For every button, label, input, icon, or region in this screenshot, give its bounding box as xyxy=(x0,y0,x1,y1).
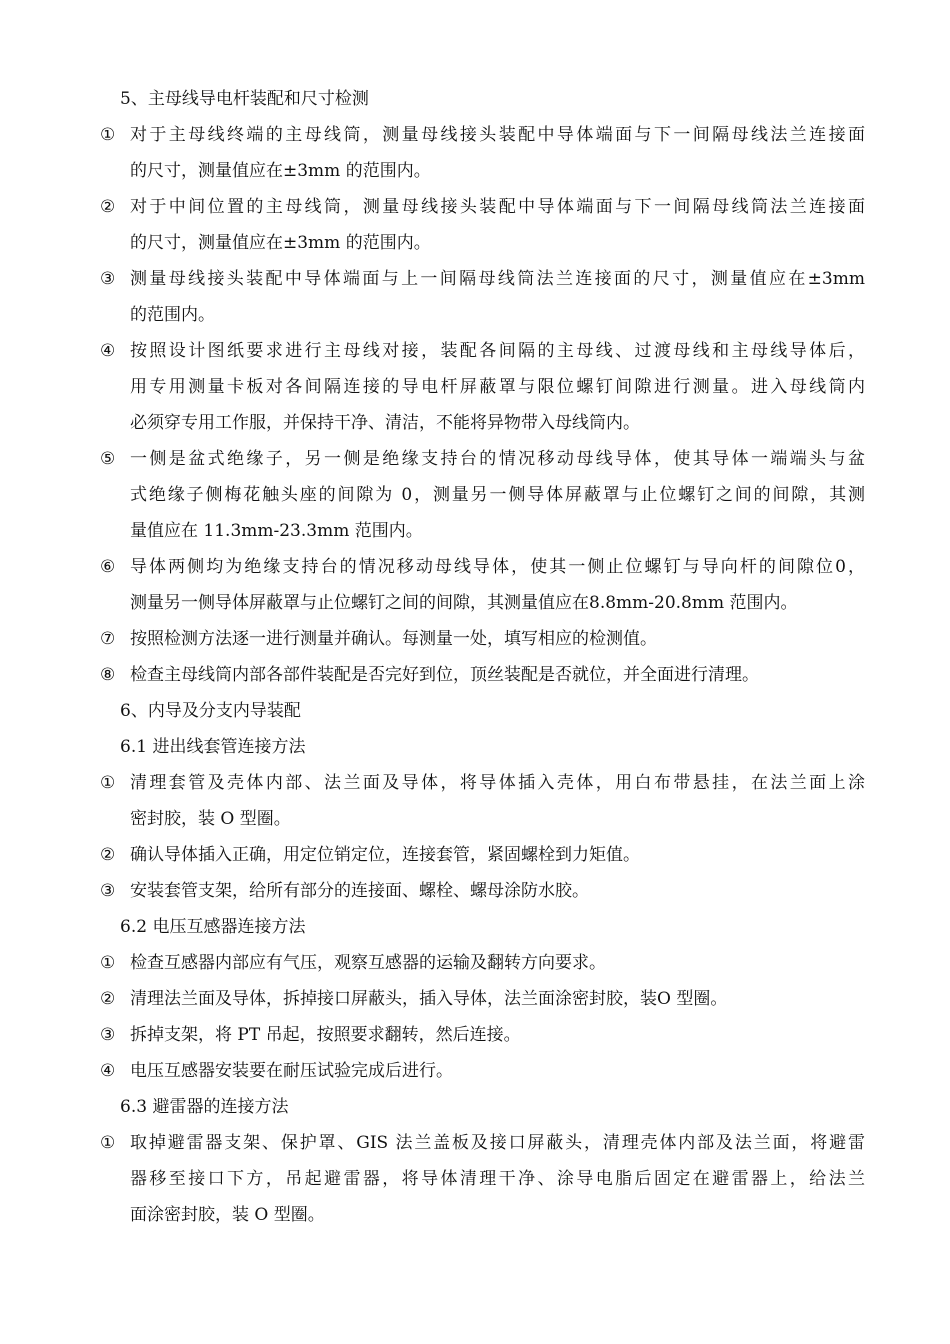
list-item-number: ③ xyxy=(100,881,116,901)
list-item-number: ③ xyxy=(100,269,116,289)
list-item-text-line: 测量另一侧导体屏蔽罩与止位螺钉之间的间隙，其测量值应在8.8mm-20.8mm 范围内。 xyxy=(130,593,798,613)
section-heading: 6.2 电压互感器连接方法 xyxy=(120,917,306,937)
list-item-number: ⑧ xyxy=(100,665,116,685)
list-item-text-line: 用专用测量卡板对各间隔连接的导电杆屏蔽罩与限位螺钉间隙进行测量。进入母线筒内 xyxy=(130,377,865,397)
list-item-text-line: 按照设计图纸要求进行主母线对接，装配各间隔的主母线、过渡母线和主母线导体后， xyxy=(130,341,865,361)
list-item-text-line: 按照检测方法逐一进行测量并确认。每测量一处，填写相应的检测值。 xyxy=(130,629,657,649)
list-item-text-line: 量值应在 11.3mm-23.3mm 范围内。 xyxy=(130,521,423,541)
list-item xyxy=(100,772,865,844)
list-item-text-line: 测量母线接头装配中导体端面与上一间隔母线筒法兰连接面的尺寸，测量值应在±3mm xyxy=(130,269,865,289)
list-item-text-line: 对于主母线终端的主母线筒，测量母线接头装配中导体端面与下一间隔母线法兰连接面 xyxy=(130,125,865,145)
list-item-number: ② xyxy=(100,845,116,865)
list-item xyxy=(100,1060,865,1096)
list-item-text-line: 取掉避雷器支架、保护罩、GIS 法兰盖板及接口屏蔽头，清理壳体内部及法兰面，将避雷 xyxy=(130,1133,865,1153)
list-item-text-line: 密封胶，装 O 型圈。 xyxy=(130,809,291,829)
list-item-text-line: 安装套管支架，给所有部分的连接面、螺栓、螺母涂防水胶。 xyxy=(130,881,589,901)
list-item-text-line: 的尺寸，测量值应在±3mm 的范围内。 xyxy=(130,233,431,253)
list-item-text-line: 一侧是盆式绝缘子，另一侧是绝缘支持台的情况移动母线导体，使其导体一端端头与盆 xyxy=(130,449,865,469)
list-item-number: ① xyxy=(100,773,116,793)
list-item-number: ① xyxy=(100,953,116,973)
list-item-text-line: 检查主母线筒内部各部件装配是否完好到位，顶丝装配是否就位，并全面进行清理。 xyxy=(130,665,759,685)
list-item-text-line: 拆掉支架，将 PT 吊起，按照要求翻转，然后连接。 xyxy=(130,1025,521,1045)
list-item-number: ④ xyxy=(100,1061,116,1081)
list-item xyxy=(100,1132,865,1240)
list-item-text-line: 导体两侧均为绝缘支持台的情况移动母线导体，使其一侧止位螺钉与导向杆的间隙位0， xyxy=(130,557,865,577)
list-item-number: ④ xyxy=(100,341,116,361)
list-item-number: ① xyxy=(100,1133,116,1153)
list-item-text-line: 面涂密封胶，装 O 型圈。 xyxy=(130,1205,325,1225)
list-item-number: ⑦ xyxy=(100,629,116,649)
document-body xyxy=(100,88,865,1240)
list-item-number: ① xyxy=(100,125,116,145)
section-heading: 6、内导及分支内导装配 xyxy=(120,701,301,721)
list-item xyxy=(100,1024,865,1060)
list-item xyxy=(100,124,865,196)
list-item xyxy=(100,268,865,340)
section-heading: 5、主母线导电杆装配和尺寸检测 xyxy=(120,89,369,109)
list-item-number: ⑥ xyxy=(100,557,116,577)
list-item xyxy=(100,340,865,448)
list-item-number: ② xyxy=(100,197,116,217)
list-item xyxy=(100,196,865,268)
list-item xyxy=(100,628,865,664)
list-item xyxy=(100,988,865,1024)
list-item xyxy=(100,664,865,700)
list-item-number: ⑤ xyxy=(100,449,116,469)
list-item-text-line: 对于中间位置的主母线筒，测量母线接头装配中导体端面与下一间隔母线筒法兰连接面 xyxy=(130,197,865,217)
list-item xyxy=(100,448,865,556)
list-item-number: ③ xyxy=(100,1025,116,1045)
list-item-text-line: 的尺寸，测量值应在±3mm 的范围内。 xyxy=(130,161,431,181)
list-item-text-line: 检查互感器内部应有气压，观察互感器的运输及翻转方向要求。 xyxy=(130,953,606,973)
list-item xyxy=(100,556,865,628)
list-item-text-line: 必须穿专用工作服，并保持干净、清洁，不能将异物带入母线筒内。 xyxy=(130,413,640,433)
list-item-number: ② xyxy=(100,989,116,1009)
list-item xyxy=(100,844,865,880)
list-item xyxy=(100,880,865,916)
list-item-text-line: 的范围内。 xyxy=(130,305,215,325)
section-heading: 6.3 避雷器的连接方法 xyxy=(120,1097,289,1117)
list-item-text-line: 器移至接口下方，吊起避雷器，将导体清理干净、涂导电脂后固定在避雷器上，给法兰 xyxy=(130,1169,865,1189)
section-heading: 6.1 进出线套管连接方法 xyxy=(120,737,306,757)
list-item-text-line: 清理法兰面及导体，拆掉接口屏蔽头，插入导体，法兰面涂密封胶，装O 型圈。 xyxy=(130,989,728,1009)
list-item-text-line: 清理套管及壳体内部、法兰面及导体，将导体插入壳体，用白布带悬挂，在法兰面上涂 xyxy=(130,773,865,793)
list-item-text-line: 式绝缘子侧梅花触头座的间隙为 0，测量另一侧导体屏蔽罩与止位螺钉之间的间隙，其测 xyxy=(130,485,865,505)
list-item-text-line: 确认导体插入正确，用定位销定位，连接套管，紧固螺栓到力矩值。 xyxy=(130,845,640,865)
list-item-text-line: 电压互感器安装要在耐压试验完成后进行。 xyxy=(130,1061,453,1081)
list-item xyxy=(100,952,865,988)
